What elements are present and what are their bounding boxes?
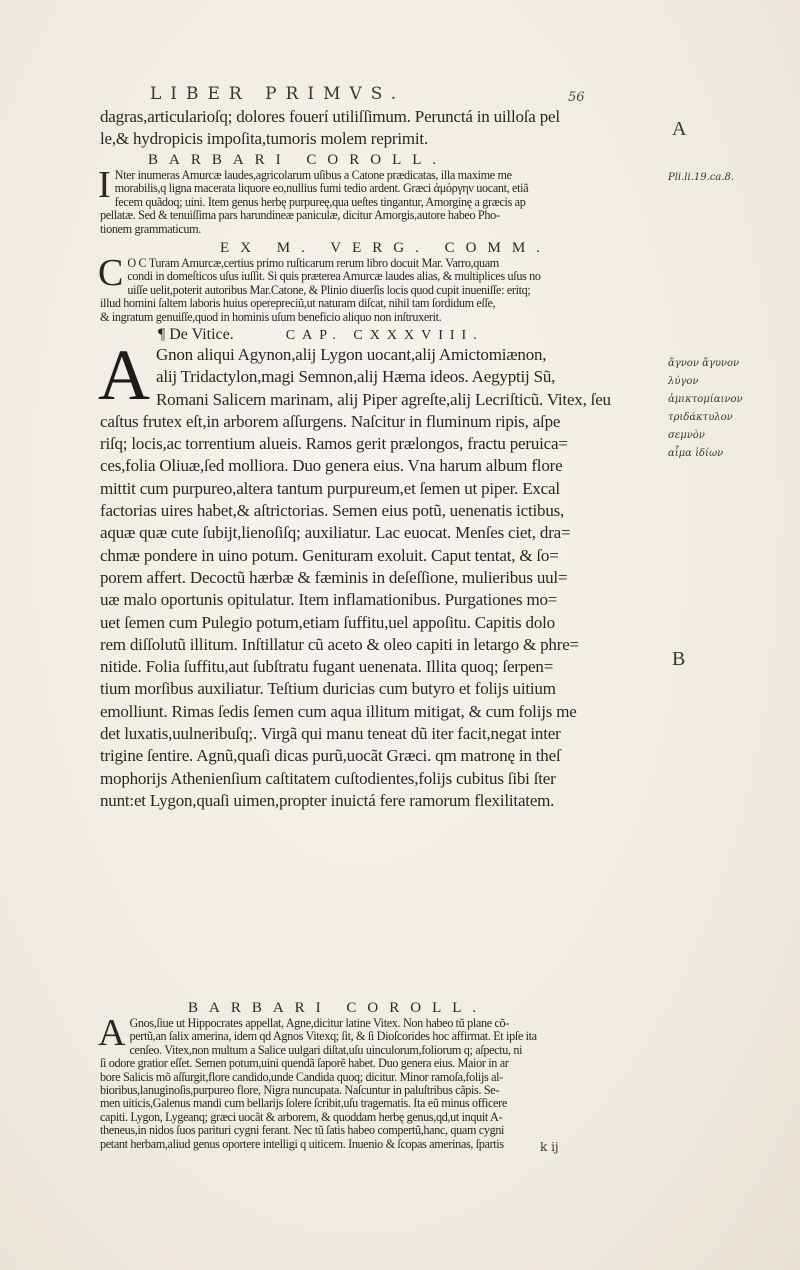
margin-greek: λύγον	[668, 376, 699, 387]
text-line: factorias uires habet,& aſtrictorias. Semen eius potũ, uenenatis ictibus,	[100, 501, 565, 521]
chapter-title: ¶ De Vitice.	[158, 326, 234, 343]
text-line: bore Salicis mõ aſſurgit,flore candido,unde Candida quoq; dicitur. Minor ramoſa,folijs al-	[100, 1070, 503, 1084]
drop-cap: A	[98, 335, 150, 415]
text-line: uæ malo oportunis opitulatur. Item inflamationibus. Purgationes mo=	[100, 590, 558, 610]
margin-greek: τριδάκτυλον	[668, 412, 733, 423]
text-line: Romani Salicem marinam, alij Piper agreſte,alij Lecriſticũ. Vitex, ſeu	[156, 389, 611, 409]
section-heading: EX M. VERG. COMM.	[220, 240, 551, 256]
folio-number: 56	[568, 90, 585, 105]
text-line: trigine ſentire. Agnũ,quaſi dicas purũ,uocãt Græci. qm matronę in theſ	[100, 746, 561, 766]
text-line: morabilis,q ligna macerata liquore eo,nullius fumi tedio ardent. Græci ἀμόργην uocant, etiã	[114, 182, 529, 196]
text-line: cenſeo. Vitex,non multum a Salice uulgari diſtat,uſu uinculorum,foliorum q; aſpectu, ni	[129, 1043, 523, 1057]
text-line: capiti. Lygon, Lygeanq; græci uocãt & arborem, & quoddam herbę genus,qd,ut inquit A-	[100, 1110, 503, 1124]
text-line: nunt:et Lygon,quaſi uimen,propter inuictá fere ramorum flexilitatem.	[100, 790, 555, 810]
margin-greek: σεμνὸν	[668, 430, 705, 441]
chapter-title-row	[100, 326, 655, 344]
barbari-coroll-section-1	[100, 152, 655, 236]
chapter-number: CAP. CXXXVIII.	[285, 328, 484, 343]
text-line: pellatæ. Sed & tenuiſſima pars harundineæ paniculæ, dicitur Amorgis,autore habeo Pho-	[100, 209, 500, 223]
text-line: O C Turam Amurcæ,certius primo ruſticarum rerum libro docuit Mar. Varro,quam	[127, 257, 499, 270]
text-line: mittit cum purpureo,altera tantum purpureum,et ſemen ut piper. Excal	[100, 478, 560, 498]
text-line: & ingratum genuiſſe,quod in hominis uſum beneficio aliquo non inſtruxerit.	[100, 310, 442, 324]
text-line: chmæ pondere in uino potum. Genituram exoluit. Caput tentat, & ſo=	[100, 545, 559, 565]
text-line: petant herbam,aliud genus oportere intelligi q uiticem. Inuenio & ſcopas amerinas, ſpartis	[100, 1137, 504, 1151]
margin-reference: Pli.li.19.ca.8.	[668, 172, 735, 183]
text-line: men uiticis,Galenus mandi cum bellarijs ſolere ſcribit,uſu tragematis. Ita eũ minus officere	[100, 1097, 507, 1111]
text-line: dagras,articularioſq; dolores fouerí utiliſſimum. Perunctá in uilloſa pel	[100, 107, 560, 126]
text-line: ſi odore gratior eſſet. Semen potum,uini quendã ſaporẽ habet. Duo genera eius. Maior in ar	[100, 1057, 509, 1071]
drop-cap: I	[98, 164, 111, 206]
text-line: pertũ,an ſalix amerina, idem qd Agnos Vitexq; ſit, & ſi Dioſcorides hoc affirmat. Et ipſe ita	[129, 1030, 537, 1044]
text-line: ces,folia Oliuæ,ſed molliora. Duo genera eius. Vna harum album flore	[100, 456, 563, 476]
running-head: LIBER PRIMVS.	[150, 84, 406, 104]
text-line: caſtus frutex eſt,in arborem aſſurgens. Naſcitur in fluminum ripis, aſpe	[100, 411, 561, 431]
barbari-coroll-section-2	[100, 1000, 655, 1151]
text-line: condi in domeſticos uſus iuſſit. Si quis præterea Amurcæ laudes alias, & multiplices uſus no	[127, 270, 541, 284]
text-line: tium morſibus auxiliatur. Teſtium duricias cum butyro et folijs uitium	[100, 679, 556, 699]
text-line: tionem grammaticum.	[100, 222, 201, 236]
chapter-de-vitice	[100, 326, 655, 812]
verg-comm-section	[100, 240, 655, 324]
text-line: riſq; locis,ac torrentium alueis. Ramos gerit prælongos, fractu peruica=	[100, 434, 568, 454]
drop-cap: C	[98, 252, 124, 294]
text-line: mophorijs Athenienſium caſtitatem cuſtodientes,folijs cubitus ſibi ſter	[100, 768, 556, 788]
margin-greek: ἀμικτομίαινον	[668, 394, 743, 405]
margin-letter-b: B	[672, 648, 686, 670]
drop-cap: A	[98, 1012, 126, 1054]
text-line: porem affert. Decoctũ hærbæ & fæminis in deſeſſione, mulieribus uul=	[100, 567, 568, 587]
margin-letter-a: A	[672, 118, 687, 140]
section-heading: BARBARI COROLL.	[148, 152, 448, 168]
text-line: Nter inumeras Amurcæ laudes,agricolarum uſibus a Catone prædicatas, illa maxime me	[114, 169, 512, 182]
text-line: fecem quãdoq; uini. Item genus herbę purpureę,qua ueſtes tingantur, Amorginę a græcis ap	[114, 195, 526, 209]
text-line: uiſſe uelit,poterit autoribus Mar.Catone, & Plinio diuerſis locis quod cupit inueniſſe: eritq;	[127, 283, 531, 297]
section-heading: BARBARI COROLL.	[188, 1000, 488, 1016]
text-line: rem diſſolutũ illitum. Inſtillatur cũ aceto & oleo capiti in letargo & phre=	[100, 634, 579, 654]
top-continuation	[100, 106, 655, 151]
margin-greek: ἄγνον ἄγυνον	[668, 358, 740, 369]
text-line: emolliunt. Rimas ſedis ſemen cum aqua illitum mitigat, & cum folijs me	[100, 701, 577, 721]
text-line: alij Tridactylon,magi Semnon,alij Hæma ideos. Aegyptij Sũ,	[156, 367, 556, 387]
text-line: aquæ quæ cute ſubijt,lienoſiſq; auxiliatur. Lac euocat. Menſes ciet, dra=	[100, 523, 571, 543]
text-line: det luxatis,uulneribuſq;. Virgã qui manu teneat dũ iter facit,negat inter	[100, 724, 561, 744]
margin-greek: αἷμα ἰδίων	[668, 448, 724, 459]
text-line: bioribus,lanuginoſis,purpureo flore, Nigra nuncupata. Naſcuntur in paluſtribus cãpis. Se-	[100, 1084, 500, 1098]
text-line: uet ſemen cum Pulegio potum,etiam ſuffitu,uel appoſitu. Capitis dolo	[100, 612, 555, 632]
signature-mark: k ij	[540, 1140, 559, 1154]
text-line: nitide. Folia ſuffitu,aut ſubſtratu fugant uenenata. Illita quoq; ſerpen=	[100, 657, 554, 677]
text-line: Gnos,ſiue ut Hippocrates appellat, Agne,dicitur latine Vitex. Non habeo tũ plane cõ-	[129, 1017, 509, 1030]
text-line: le,& hydropicis impoſita,tumoris molem reprimit.	[100, 129, 428, 149]
text-line: theneus,in nidos ſuos parituri cygni ferant. Nec tũ ſatis habeo compertũ,hanc, quam cygni	[100, 1124, 505, 1138]
text-line: illud homini ſaltem laboris huius operepreciũ,ut naturam diſcat, nihil tam ſordidum eſſe,	[100, 297, 496, 311]
text-line: Gnon aliqui Agynon,alij Lygon uocant,alij Amictomiænon,	[156, 345, 547, 364]
